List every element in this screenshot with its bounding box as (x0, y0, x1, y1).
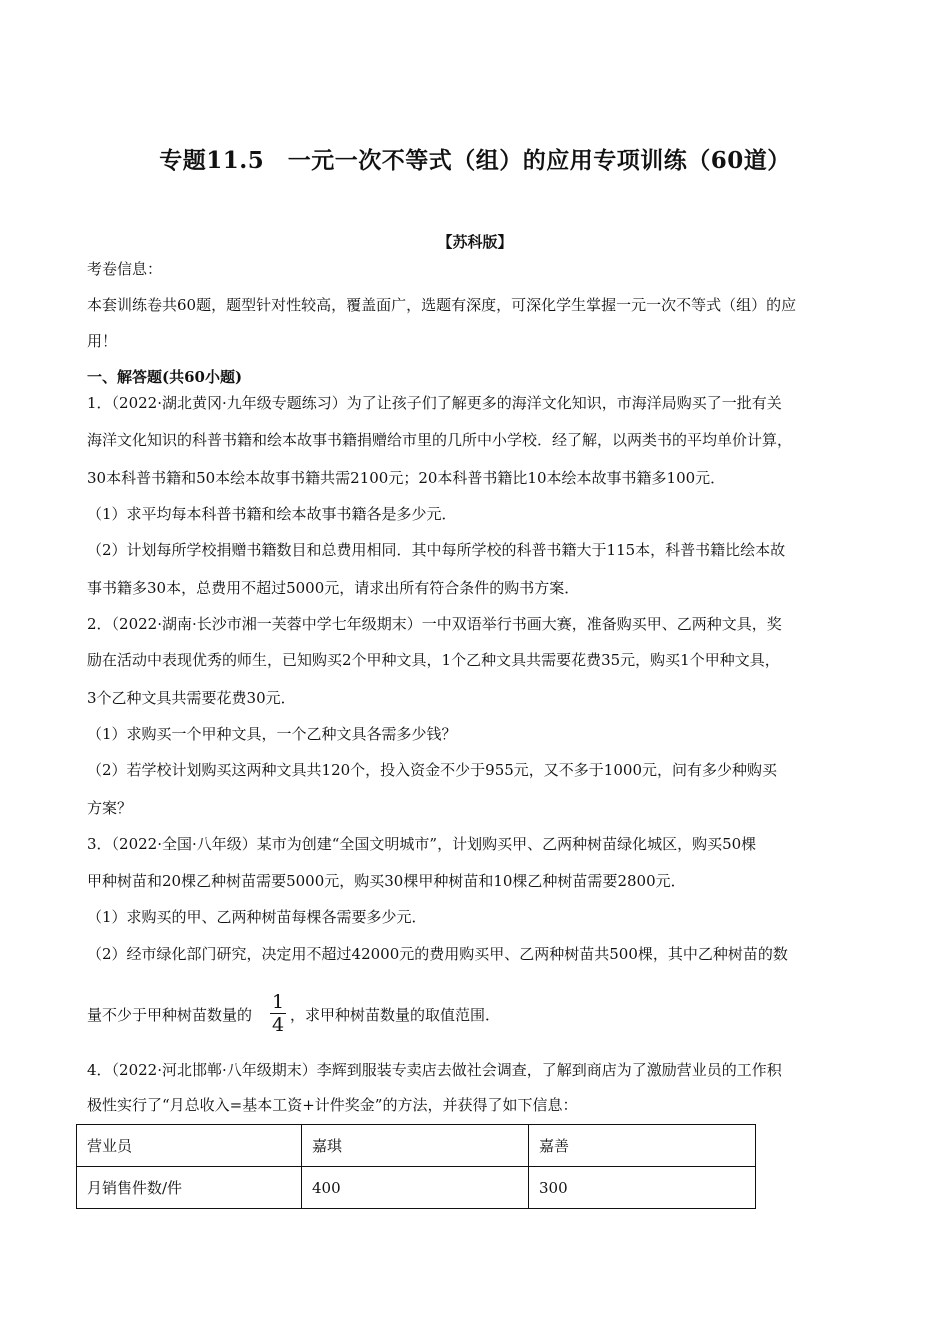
edition-label: 【苏科版】 (437, 233, 513, 251)
q1-part-2-line-2: 事书籍多30本，总费用不超过5000元，请求出所有符合条件的购书方案． (87, 579, 580, 597)
fraction-numerator: 1 (271, 991, 285, 1013)
section-heading: 一、解答题(共60小题) (87, 368, 243, 386)
q2-line-2: 励在活动中表现优秀的师生，已知购买2个甲种文具，1个乙种文具共需要花费35元，购买1个甲种文具， (87, 651, 780, 669)
table-row (77, 1167, 756, 1209)
q2-part-2-line-2: 方案？ (87, 799, 133, 817)
q1-line-2: 海洋文化知识的科普书籍和绘本故事书籍捐赠给市里的几所中小学校．经了解，以两类书的平均单价计算， (87, 431, 793, 449)
q3-line-2: 甲种树苗和20棵乙种树苗需要5000元，购买30棵甲种树苗和10棵乙种树苗需要2800元． (87, 872, 686, 890)
table-cell: 300 (529, 1167, 756, 1209)
intro-text-line-1: 本套训练卷共60题，题型针对性较高，覆盖面广，选题有深度，可深化学生掌握一元一次不等式（组）的应 (87, 296, 797, 314)
q1-line-1: 1．（2022·湖北黄冈·九年级专题练习）为了让孩子们了解更多的海洋文化知识，市海洋局购买了一批有关 (87, 394, 782, 412)
q2-line-3: 3个乙种文具共需要花费30元． (87, 689, 296, 707)
table-cell: 月销售件数/件 (77, 1167, 302, 1209)
q3-part-2-line-2-after: ，求甲种树苗数量的取值范围． (290, 1006, 501, 1024)
fraction-denominator: 4 (271, 1014, 285, 1036)
table-cell: 嘉善 (529, 1125, 756, 1167)
q1-part-2-line-1: （2）计划每所学校捐赠书籍数目和总费用相同．其中每所学校的科普书籍大于115本，科普书籍比绘本故 (87, 541, 786, 559)
sales-info-table (76, 1124, 756, 1209)
q2-line-1: 2．（2022·湖南·长沙市湘一芙蓉中学七年级期末）一中双语举行书画大赛，准备购买甲、乙两种文具，奖 (87, 615, 782, 633)
q3-line-1: 3．（2022·全国·八年级）某市为创建“全国文明城市”，计划购买甲、乙两种树苗绿化城区，购买50棵 (87, 835, 757, 853)
q1-part-1: （1）求平均每本科普书籍和绘本故事书籍各是多少元． (87, 505, 457, 523)
intro-label: 考卷信息： (87, 260, 163, 278)
fraction-one-quarter (268, 992, 288, 1035)
q3-part-1: （1）求购买的甲、乙两种树苗每棵各需要多少元． (87, 908, 427, 926)
table-cell: 400 (302, 1167, 529, 1209)
table-cell: 嘉琪 (302, 1125, 529, 1167)
q3-part-2-line-2-before: 量不少于甲种树苗数量的 (87, 1006, 253, 1024)
document-title: 专题11.5 一元一次不等式（组）的应用专项训练（60道） (159, 147, 791, 174)
q2-part-1: （1）求购买一个甲种文具，一个乙种文具各需多少钱？ (87, 725, 457, 743)
q4-line-2: 极性实行了“月总收入=基本工资+计件奖金”的方法，并获得了如下信息： (87, 1096, 578, 1114)
table-header-row (77, 1125, 756, 1167)
intro-text-line-2: 用！ (87, 332, 118, 350)
q4-line-1: 4．（2022·河北邯郸·八年级期末）李辉到服装专卖店去做社会调查，了解到商店为了激励营业员的工作积 (87, 1061, 782, 1079)
table-cell: 营业员 (77, 1125, 302, 1167)
q2-part-2-line-1: （2）若学校计划购买这两种文具共120个，投入资金不少于955元，又不多于1000元，问有多少种购买 (87, 761, 777, 779)
q3-part-2-line-1: （2）经市绿化部门研究，决定用不超过42000元的费用购买甲、乙两种树苗共500棵，其中乙种树苗的数 (87, 945, 788, 963)
q1-line-3: 30本科普书籍和50本绘本故事书籍共需2100元；20本科普书籍比10本绘本故事书籍多100元． (87, 469, 726, 487)
